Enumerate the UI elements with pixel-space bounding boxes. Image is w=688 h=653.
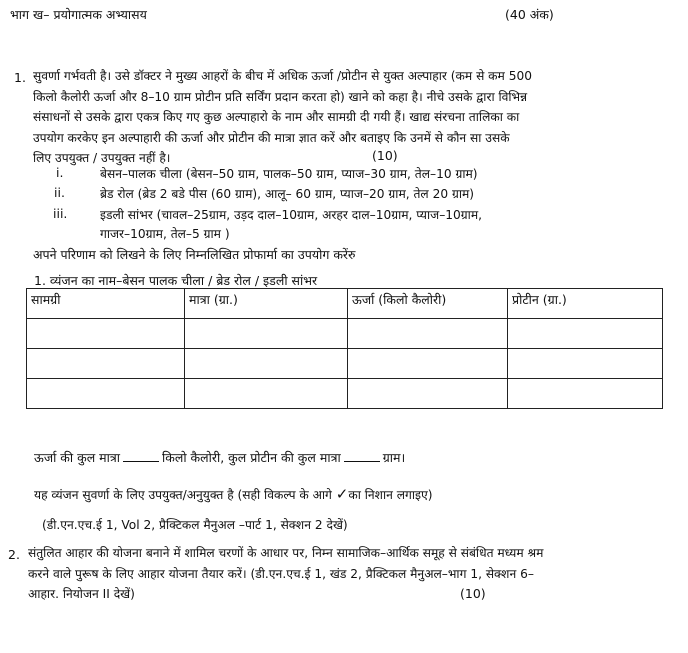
table-cell[interactable]: [27, 319, 185, 349]
table-cell[interactable]: [508, 349, 663, 379]
table-cell[interactable]: [508, 319, 663, 349]
question-1-line: किलो कैलोरी ऊर्जा और 8–10 ग्राम प्रोटीन प्रति सर्विंग प्रदान करता हो) खाने को कहा है। नीचे उसके द्वारा विभिन्न: [33, 89, 528, 104]
suitability-text: यह व्यंजन सुवर्णा के लिए उपयुक्त/अनुयुक्त है (सही विकल्प के आगे: [34, 488, 332, 502]
option-label: iii.: [53, 206, 68, 221]
suitability-tail: का निशान लगाइए): [348, 488, 433, 502]
protein-total-blank[interactable]: [344, 449, 380, 462]
table-cell[interactable]: [508, 379, 663, 409]
proforma-instruction: अपने परिणाम को लिखने के लिए निम्नलिखित प्रोफार्मा का उपयोग करेंरु: [33, 247, 356, 262]
check-mark-icon: ✓: [335, 485, 349, 503]
energy-total-label: ऊर्जा की कुल मात्रा: [34, 450, 121, 465]
table-cell[interactable]: [185, 349, 348, 379]
option-text: ब्रेड रोल (ब्रेड 2 बडे पीस (60 ग्राम), आलू– 60 ग्राम, प्याज–20 ग्राम, तेल 20 ग्राम): [100, 187, 475, 201]
question-1-line: संसाधनों से उसके द्वारा एकत्र किए गए कुछ अल्पाहारो के नाम और सामग्री दी गयी हैं। खाद्य संरचना तालिका का: [33, 110, 520, 124]
table-header-cell: प्रोटीन (ग्रा.): [508, 289, 663, 319]
question-2-line: आहार. नियोजन II देखें): [28, 587, 135, 601]
question-1-line: सुवर्णा गर्भवती है। उसे डॉक्टर ने मुख्य आहरों के बीच में अधिक ऊर्जा /प्रोटीन से युक्त अल्पाहार (कम से कम 500: [33, 69, 532, 83]
table-cell[interactable]: [348, 319, 508, 349]
table-row: [27, 379, 663, 409]
table-cell[interactable]: [185, 319, 348, 349]
table-cell[interactable]: [348, 349, 508, 379]
protein-total-unit: ग्राम।: [382, 450, 406, 465]
option-text: बेसन–पालक चीला (बेसन–50 ग्राम, पालक–50 ग्राम, प्याज–30 ग्राम, तेल–10 ग्राम): [100, 167, 478, 181]
table-cell[interactable]: [185, 379, 348, 409]
proforma-table: [26, 288, 663, 409]
option-text: इडली सांभर (चावल–25ग्राम, उड़द दाल–10ग्राम, अरहर दाल–10ग्राम, प्याज–10ग्राम,: [100, 208, 482, 222]
question-1-line: लिए उपयुक्त / उपयुक्त नहीं है।: [33, 151, 171, 165]
question-1-line: उपयोग करकेए इन अल्पाहारी की ऊर्जा और प्रोटीन की मात्रा ज्ञात करें और बताइए कि उनमें से कौन सा उसके: [33, 130, 510, 145]
table-header-cell: सामग्री: [27, 289, 185, 319]
table-row: [27, 349, 663, 379]
table-row: [27, 319, 663, 349]
option-text-continued: गाजर–10ग्राम, तेल–5 ग्राम ): [100, 227, 230, 241]
suitability-line: [34, 485, 433, 503]
energy-total-unit: किलो कैलोरी, कुल प्रोटीन की कुल मात्रा: [162, 450, 341, 465]
table-cell[interactable]: [27, 379, 185, 409]
question-1-number: 1.: [14, 70, 26, 85]
energy-total-blank[interactable]: [123, 449, 159, 462]
table-cell[interactable]: [348, 379, 508, 409]
question-2-line: संतुलित आहार की योजना बनाने में शामिल चरणों के आधार पर, निम्न सामाजिक–आर्थिक समूह से संबंधित मध्यम श्रम: [28, 546, 544, 560]
question-1-marks: (10): [372, 148, 398, 163]
table-caption: 1. व्यंजन का नाम–बेसन पालक चीला / ब्रेड रोल / इडली सांभर: [34, 273, 318, 288]
question-2-number: 2.: [8, 547, 20, 562]
section-marks: (40 अंक): [505, 7, 554, 22]
question-1-reference: (डी.एन.एच.ई 1, Vol 2, प्रैक्टिकल मैनुअल –पार्ट 1, सेक्शन 2 देखें): [42, 518, 348, 532]
option-label: ii.: [54, 185, 65, 200]
table-cell[interactable]: [27, 349, 185, 379]
section-title: भाग ख– प्रयोगात्मक अभ्यासय: [10, 7, 147, 22]
table-header-row: [27, 289, 663, 319]
totals-line: [34, 449, 405, 466]
table-header-cell: मात्रा (ग्रा.): [185, 289, 348, 319]
table-header-cell: ऊर्जा (किलो कैलोरी): [348, 289, 508, 319]
question-2-line: करने वाले पुरूष के लिए आहार योजना तैयार करें। (डी.एन.एच.ई 1, खंड 2, प्रैक्टिकल मैनुअल–भाग 1, सेक्शन 6–: [28, 566, 534, 581]
question-1-text: [33, 66, 532, 169]
option-label: i.: [56, 165, 64, 180]
question-2-marks: (10): [460, 586, 486, 601]
